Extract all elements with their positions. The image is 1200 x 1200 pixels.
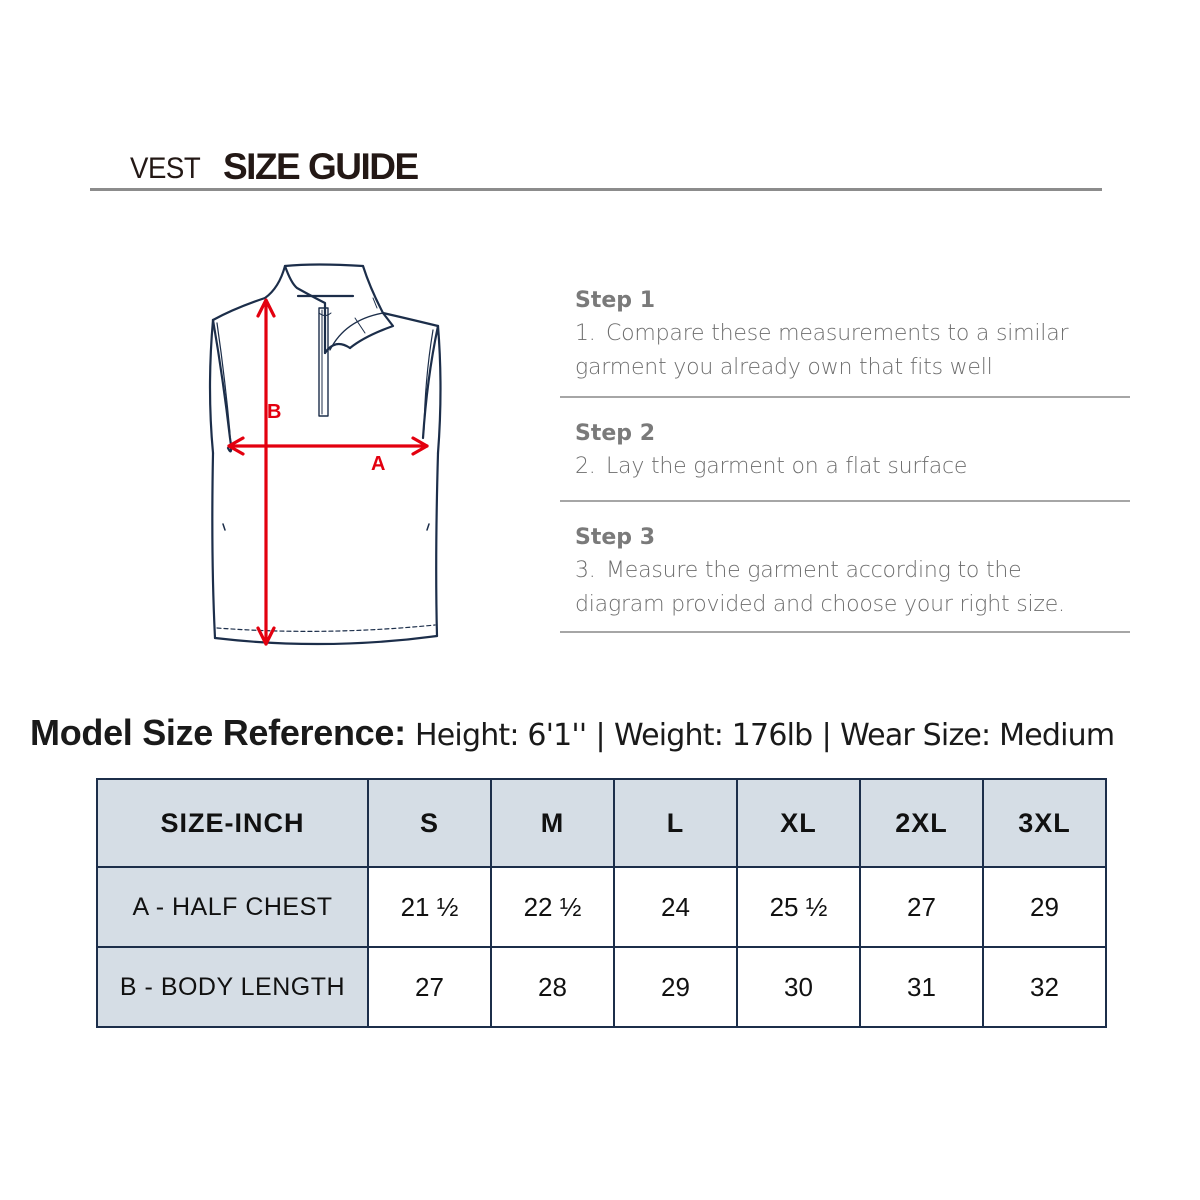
header-size-s: S: [368, 779, 491, 867]
step-text: diagram provided and choose your right size.: [575, 592, 1065, 617]
table-cell: 29: [614, 947, 737, 1027]
table-cell: 32: [983, 947, 1106, 1027]
step-title: Step 3: [575, 525, 655, 550]
page-header: [90, 140, 1102, 192]
table-cell: 24: [614, 867, 737, 947]
header-size-m: M: [491, 779, 614, 867]
table-row-body-length: [97, 947, 1106, 1027]
step-text: 3. Measure the garment according to the: [575, 558, 1022, 583]
model-height: Height: 6'1'': [415, 718, 587, 753]
header-size-xl: XL: [737, 779, 860, 867]
table-cell: 29: [983, 867, 1106, 947]
table-cell: 21 ½: [368, 867, 491, 947]
page-title: SIZE GUIDE: [223, 146, 418, 187]
vest-diagram: [205, 258, 445, 648]
row-label: B - BODY LENGTH: [97, 947, 368, 1027]
table-row-half-chest: [97, 867, 1106, 947]
header-size-inch: SIZE-INCH: [97, 779, 368, 867]
table-cell: 28: [491, 947, 614, 1027]
svg-text:B: B: [267, 401, 282, 423]
step-1: [560, 285, 1130, 398]
step-3: [560, 502, 1130, 633]
svg-text:A: A: [371, 453, 386, 475]
measurement-steps: [560, 285, 1130, 633]
product-label: VEST: [130, 152, 201, 185]
table-cell: 27: [860, 867, 983, 947]
model-weight: Weight: 176lb: [614, 718, 813, 753]
header-size-3xl: 3XL: [983, 779, 1106, 867]
step-title: Step 1: [575, 288, 655, 313]
step-text: 1. Compare these measurements to a similar: [575, 321, 1069, 346]
step-2: [560, 398, 1130, 502]
header-size-2xl: 2XL: [860, 779, 983, 867]
table-cell: 22 ½: [491, 867, 614, 947]
row-label: A - HALF CHEST: [97, 867, 368, 947]
separator: |: [595, 718, 605, 753]
separator: |: [821, 718, 831, 753]
table-cell: 30: [737, 947, 860, 1027]
model-size-reference: [30, 712, 1114, 754]
table-cell: 31: [860, 947, 983, 1027]
step-text: 2. Lay the garment on a flat surface: [575, 454, 968, 479]
vest-illustration-icon: [205, 258, 445, 648]
table-header-row: [97, 779, 1106, 867]
model-reference-label: Model Size Reference:: [30, 712, 406, 753]
table-cell: 27: [368, 947, 491, 1027]
header-size-l: L: [614, 779, 737, 867]
header-divider: [90, 188, 1102, 191]
model-wear-size: Wear Size: Medium: [840, 718, 1115, 753]
step-title: Step 2: [575, 421, 655, 446]
step-text: garment you already own that fits well: [575, 355, 993, 380]
table-cell: 25 ½: [737, 867, 860, 947]
size-chart-table: [96, 778, 1107, 1028]
